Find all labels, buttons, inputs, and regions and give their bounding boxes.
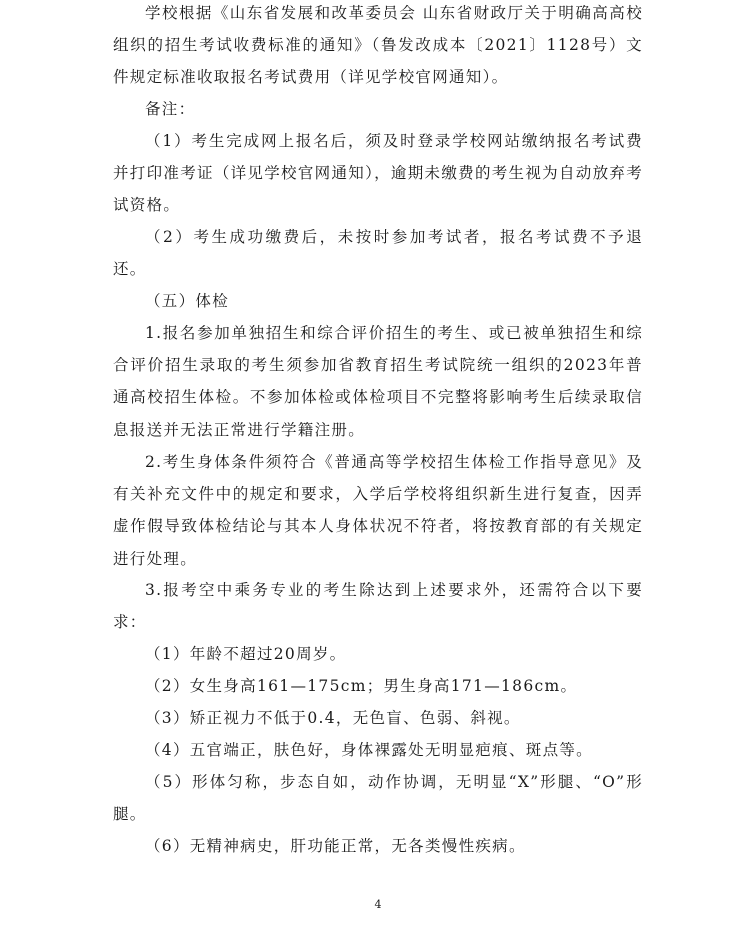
paragraph-remark-1: （1）考生完成网上报名后，须及时登录学校网站缴纳报名考试费并打印准考证（详见学校官网通知），逾期未缴费的考生视为自动放弃考试资格。 <box>113 132 643 215</box>
paragraph-exam-item-2: 2.考生身体条件须符合《普通高等学校招生体检工作指导意见》及有关补充文件中的规定和要求，入学后学校将组织新生进行复查，因弄虚作假导致体检结论与其本人身体状况不符者，将按教育部的有关规定进行处理。 <box>113 453 643 568</box>
page-number: 4 <box>374 898 382 911</box>
paragraph-fee-standard: 学校根据《山东省发展和改革委员会 山东省财政厅关于明确高高校组织的招生考试收费标准的通知》（鲁发改成本〔2021〕1128号）文件规定标准收取报名考试费用（详见学校官网通知）。 <box>113 4 643 87</box>
requirement-posture: （5）形体匀称，步态自如，动作协调，无明显“X”形腿、“O”形腿。 <box>113 773 643 824</box>
requirement-appearance: （4）五官端正，肤色好，身体裸露处无明显疤痕、斑点等。 <box>145 741 593 759</box>
requirement-age: （1）年龄不超过20周岁。 <box>145 645 347 663</box>
paragraph-exam-item-3: 3.报考空中乘务专业的考生除达到上述要求外，还需符合以下要求： <box>113 581 643 632</box>
paragraph-remarks-heading: 备注： <box>145 100 196 118</box>
requirement-health: （6）无精神病史，肝功能正常，无各类慢性疾病。 <box>145 837 526 855</box>
paragraph-exam-item-1: 1.报名参加单独招生和综合评价招生的考生、或已被单独招生和综合评价招生录取的考生须参加省教育招生考试院统一组织的2023年普通高校招生体检。不参加体检或体检项目不完整将影响考生后续录取信息报送并无法正常进行学籍注册。 <box>113 324 643 439</box>
paragraph-remark-2: （2）考生成功缴费后，未按时参加考试者，报名考试费不予退还。 <box>113 228 643 279</box>
requirement-height: （2）女生身高161—175cm；男生身高171—186cm。 <box>145 677 578 695</box>
section-heading-physical-exam: （五）体检 <box>145 292 230 310</box>
requirement-vision: （3）矫正视力不低于0.4，无色盲、色弱、斜视。 <box>145 709 521 727</box>
